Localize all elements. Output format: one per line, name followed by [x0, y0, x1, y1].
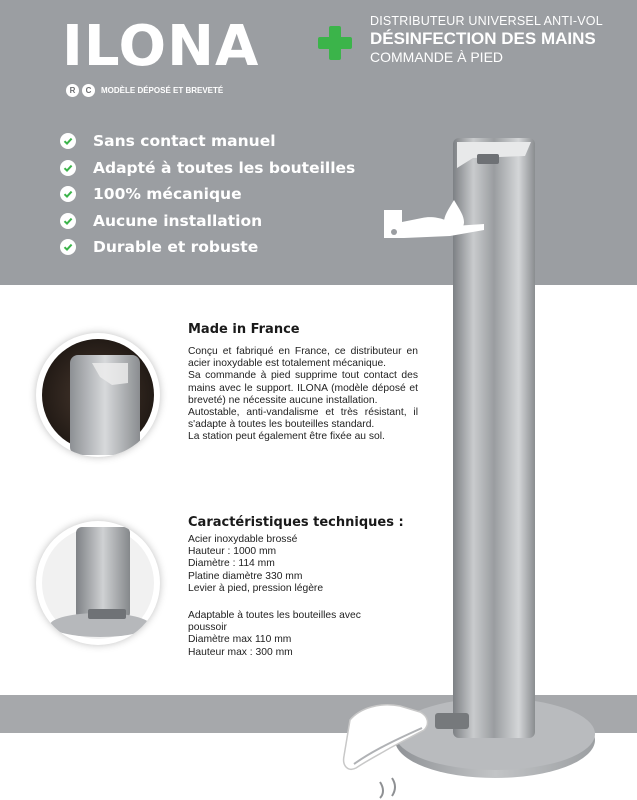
- list-item: Hauteur : 1000 mm: [188, 546, 277, 558]
- tagline-line2: DÉSINFECTION DES MAINS: [370, 29, 596, 48]
- green-cross-icon: [318, 26, 352, 60]
- check-icon: [60, 186, 76, 202]
- list-item: Diamètre max 110 mm: [188, 634, 292, 646]
- list-item: Adaptable à toutes les bouteilles avec: [188, 610, 361, 621]
- copyright-icon: C: [82, 84, 95, 97]
- tagline: [370, 14, 603, 65]
- list-item: Diamètre : 114 mm: [188, 558, 275, 570]
- list-item: [60, 208, 355, 235]
- paragraph: Sa commande à pied supprime tout contact des mains avec le support. ILONA (modèle déposé et breveté) ne nécessite aucune installation.: [188, 370, 418, 406]
- patent-note: MODÈLE DÉPOSÉ ET BREVETÉ: [101, 86, 224, 95]
- paragraph: La station peut également être fixée au sol.: [188, 431, 385, 443]
- registered-icon: R: [66, 84, 79, 97]
- feature-label: Aucune installation: [93, 211, 263, 230]
- shoe-pedal-icon: [340, 690, 435, 800]
- list-item: poussoir: [188, 622, 227, 634]
- dispenser-head-thumbnail: [36, 333, 160, 457]
- list-item: Levier à pied, pression légère: [188, 582, 324, 594]
- made-in-france-body: [188, 346, 418, 444]
- tagline-line1: DISTRIBUTEUR UNIVERSEL ANTI-VOL: [370, 14, 603, 28]
- check-icon: [60, 239, 76, 255]
- made-in-france-title: Made in France: [188, 322, 300, 337]
- check-icon: [60, 160, 76, 176]
- feature-label: Adapté à toutes les bouteilles: [93, 158, 356, 177]
- list-item: [60, 234, 355, 261]
- list-item: Hauteur max : 300 mm: [188, 646, 293, 658]
- check-icon: [60, 133, 76, 149]
- specs-title: Caractéristiques techniques :: [188, 515, 404, 530]
- feature-list: [60, 128, 355, 261]
- pedal-thumbnail: [36, 521, 160, 645]
- list-item: Platine diamètre 330 mm: [188, 570, 303, 582]
- feature-label: Sans contact manuel: [93, 132, 276, 151]
- specs-list-bottle: [188, 610, 361, 659]
- list-item: Acier inoxydable brossé: [188, 534, 298, 545]
- trademark-marks: [66, 84, 223, 97]
- feature-label: 100% mécanique: [93, 185, 242, 204]
- feature-label: Durable et robuste: [93, 238, 259, 257]
- paragraph: Conçu et fabriqué en France, ce distributeur en acier inoxydable est totalement mécanique.: [188, 346, 418, 370]
- list-item: [60, 155, 355, 182]
- list-item: [60, 128, 355, 155]
- tagline-line3: COMMANDE À PIED: [370, 49, 504, 65]
- specs-list: [188, 534, 323, 595]
- paragraph: Autostable, anti-vandalisme et très résistant, il s'adapte à toutes les bouteilles standard.: [188, 407, 418, 431]
- check-icon: [60, 213, 76, 229]
- hand-drop-icon: [380, 200, 495, 250]
- brand-title: ILONA: [62, 14, 260, 79]
- list-item: [60, 181, 355, 208]
